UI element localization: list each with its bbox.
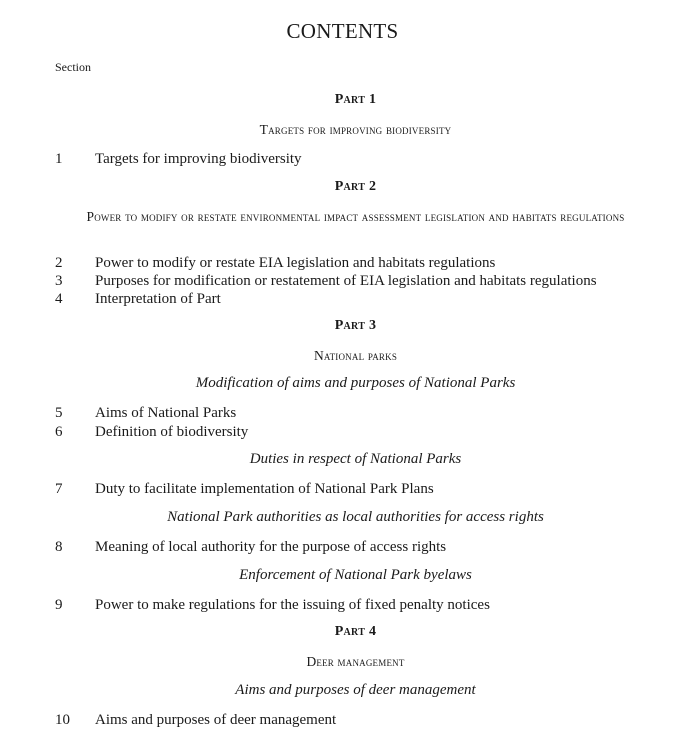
part-4-title: Deer management — [306, 654, 405, 669]
crossheading: Aims and purposes of deer management — [235, 682, 476, 698]
toc-entry-6[interactable] — [0, 423, 685, 441]
part-1-title: Targets for improving biodiversity — [259, 122, 452, 137]
section-title: Definition of biodiversity — [95, 424, 249, 440]
part-4-heading: Part 4 — [334, 624, 377, 639]
toc-entry-8[interactable] — [0, 538, 685, 556]
section-title: Interpretation of Part — [95, 291, 221, 307]
section-number: 10 — [55, 712, 70, 728]
toc-entry-1[interactable] — [0, 150, 685, 168]
section-number: 4 — [55, 291, 63, 307]
section-number: 2 — [55, 255, 63, 271]
section-number: 5 — [55, 405, 63, 421]
crossheading: National Park authorities as local authorities for access rights — [167, 509, 544, 525]
section-number: 7 — [55, 481, 63, 497]
section-number: 1 — [55, 151, 63, 167]
toc-entry-9[interactable] — [0, 596, 685, 614]
part-3-heading: Part 3 — [334, 318, 377, 333]
toc-entry-2[interactable] — [0, 254, 685, 272]
section-title: Aims and purposes of deer management — [95, 712, 337, 728]
section-title: Duty to facilitate implementation of National Park Plans — [95, 481, 434, 497]
section-number: 8 — [55, 539, 63, 555]
part-2-heading: Part 2 — [334, 179, 377, 194]
section-column-label: Section — [55, 60, 91, 74]
toc-entry-4[interactable] — [0, 290, 685, 308]
section-title: Power to make regulations for the issuing of fixed penalty notices — [95, 597, 490, 613]
toc-entry-3[interactable] — [0, 272, 685, 290]
section-number: 9 — [55, 597, 63, 613]
section-title: Purposes for modification or restatement of EIA legislation and habitats regulations — [95, 273, 597, 289]
section-title: Power to modify or restate EIA legislation and habitats regulations — [95, 255, 496, 271]
crossheading: Enforcement of National Park byelaws — [239, 567, 472, 583]
part-2-title: Power to modify or restate environmental impact assessment legislation and habitats regulations — [86, 209, 625, 224]
toc-entry-7[interactable] — [0, 480, 685, 498]
toc-entry-10[interactable] — [0, 711, 685, 729]
section-title: Targets for improving biodiversity — [95, 151, 302, 167]
section-title: Aims of National Parks — [95, 405, 237, 421]
part-1-heading: Part 1 — [334, 92, 377, 107]
crossheading: Duties in respect of National Parks — [249, 451, 462, 467]
toc-entry-5[interactable] — [0, 404, 685, 422]
crossheading: Modification of aims and purposes of National Parks — [195, 375, 516, 391]
section-title: Meaning of local authority for the purpose of access rights — [95, 539, 447, 555]
section-number: 3 — [55, 273, 63, 289]
page-title: CONTENTS — [286, 19, 399, 43]
part-3-title: National parks — [313, 348, 398, 363]
section-number: 6 — [55, 424, 63, 440]
